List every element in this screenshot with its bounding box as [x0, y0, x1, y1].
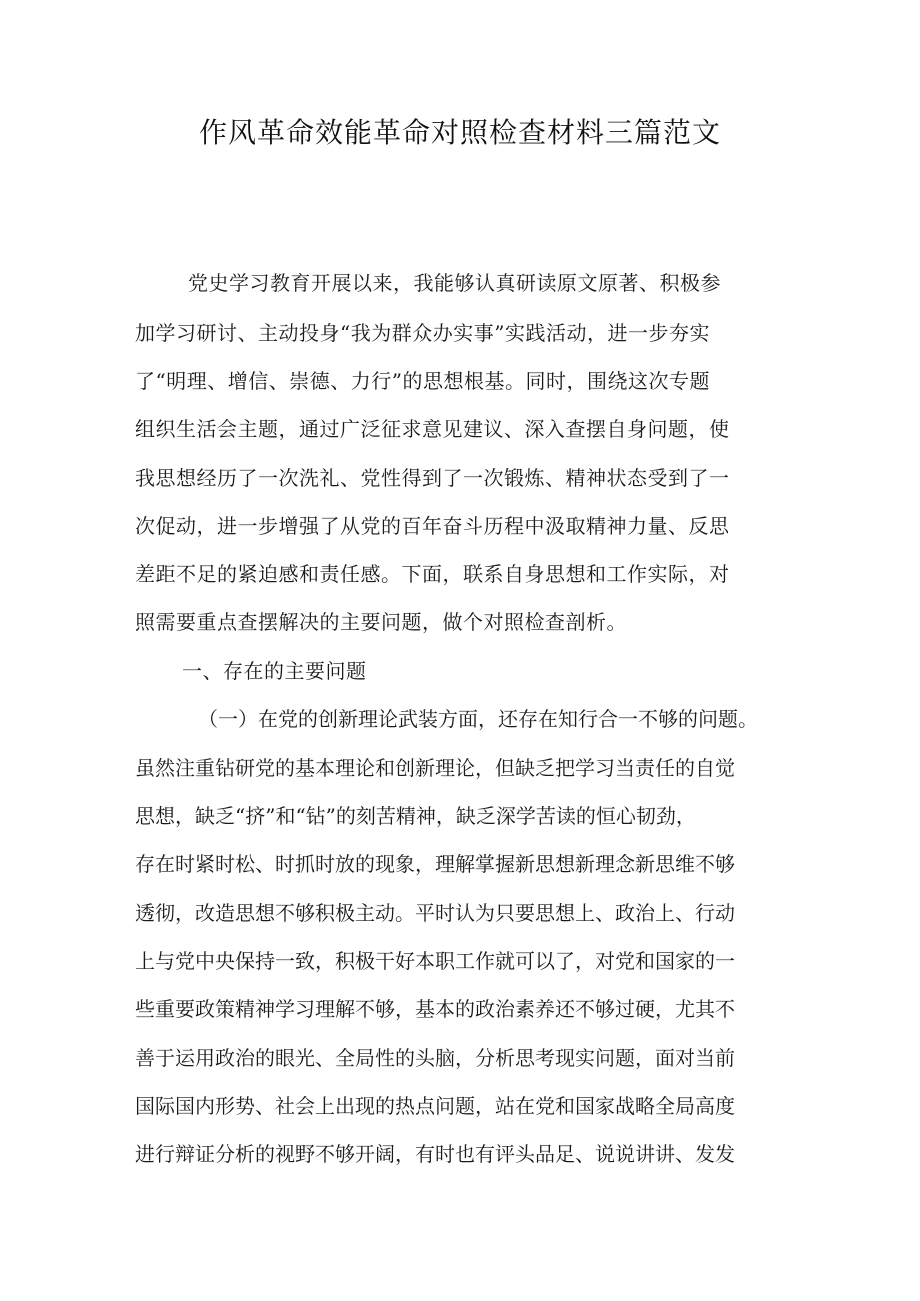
paragraph-line: 了“明理、增信、崇德、力行”的思想根基。同时，围绕这次专题 [135, 369, 710, 393]
paragraph-line: 透彻，改造思想不够积极主动。平时认为只要思想上、政治上、行动 [135, 901, 735, 925]
section-heading: 一、存在的主要问题 [182, 659, 367, 683]
paragraph-line: 善于运用政治的眼光、全局性的头脑，分析思考现实问题，面对当前 [135, 1046, 735, 1070]
paragraph-line: 照需要重点查摆解决的主要问题，做个对照检查剖析。 [135, 610, 627, 634]
paragraph-line: 差距不足的紧迫感和责任感。下面，联系自身思想和工作实际，对 [135, 562, 730, 586]
paragraph-line: 国际国内形势、社会上出现的热点问题，站在党和国家战略全局高度 [135, 1094, 735, 1118]
paragraph-line: 次促动，进一步增强了从党的百年奋斗历程中汲取精神力量、反思 [135, 514, 730, 538]
paragraph-line: 些重要政策精神学习理解不够，基本的政治素养还不够过硬，尤其不 [135, 997, 735, 1021]
paragraph-line: 组织生活会主题，通过广泛征求意见建议、深入查摆自身问题，使 [135, 417, 730, 441]
paragraph-line: 我思想经历了一次洗礼、党性得到了一次锻炼、精神状态受到了一 [135, 466, 730, 490]
paragraph-line: 进行辩证分析的视野不够开阔，有时也有评头品足、说说讲讲、发发 [135, 1142, 735, 1166]
paragraph-line: 党史学习教育开展以来，我能够认真研读原文原著、积极参 [188, 271, 721, 295]
paragraph-line: 存在时紧时松、时抓时放的现象，理解掌握新思想新理念新思维不够 [135, 852, 735, 876]
paragraph-line: 上与党中央保持一致，积极干好本职工作就可以了，对党和国家的一 [135, 949, 735, 973]
subsection-heading: （一）在党的创新理论武装方面，还存在知行合一不够的问题。 [198, 707, 758, 731]
paragraph-line: 思想，缺乏“挤”和“钻”的刻苦精神，缺乏深学苦读的恒心韧劲， [135, 804, 696, 828]
document-title: 作风革命效能革命对照检查材料三篇范文 [198, 116, 721, 149]
paragraph-line: 加学习研讨、主动投身“我为群众办实事”实践活动，进一步夯实 [135, 321, 710, 345]
paragraph-line: 虽然注重钻研党的基本理论和创新理论，但缺乏把学习当责任的自觉 [135, 756, 735, 780]
